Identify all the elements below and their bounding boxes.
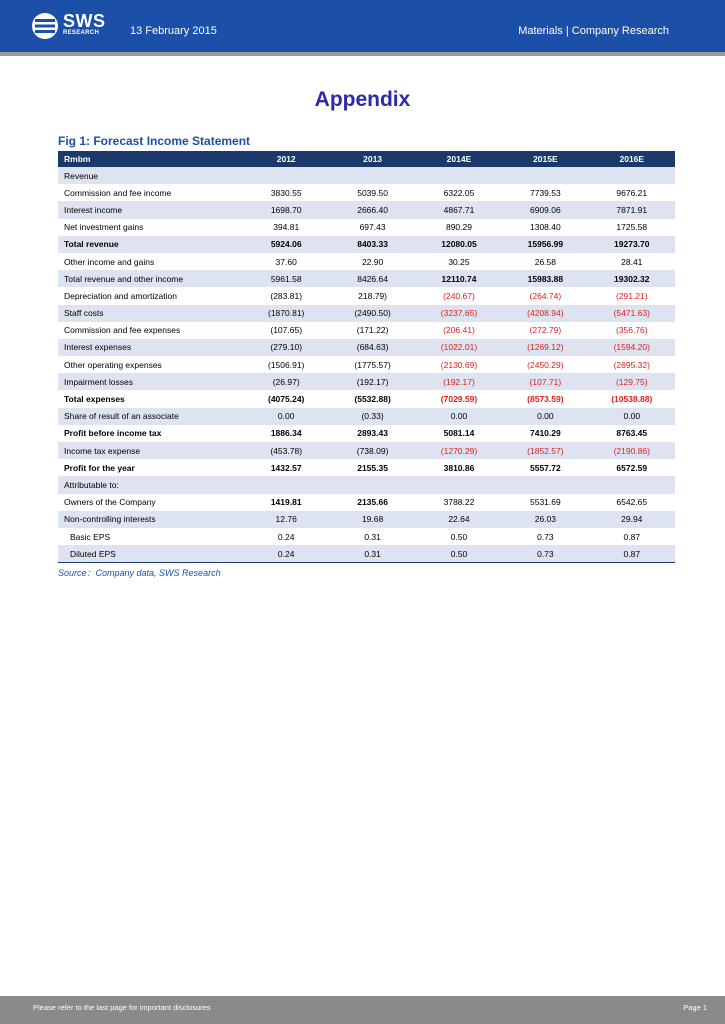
cell-value: (192.17) xyxy=(416,373,502,390)
table-row xyxy=(58,219,675,236)
cell-value: 1308.40 xyxy=(530,222,561,233)
table-row xyxy=(58,476,675,493)
table-row xyxy=(58,442,675,459)
cell-value xyxy=(329,476,415,493)
row-label: Total expenses xyxy=(64,394,125,405)
cell-value: 7410.29 xyxy=(530,428,561,439)
logo-text: SWS xyxy=(63,11,106,31)
cell-value: 0.50 xyxy=(450,531,468,542)
cell-value: 9676.21 xyxy=(616,187,648,198)
cell-value: 2155.35 xyxy=(357,462,388,473)
column-header-label: Rmbm xyxy=(58,151,243,167)
row-label: Staff costs xyxy=(58,305,243,322)
cell-value: 6909.06 xyxy=(502,201,588,218)
cell-value: 12.76 xyxy=(243,511,329,528)
row-label: Attributable to: xyxy=(58,476,243,493)
table-row xyxy=(58,322,675,339)
cell-value: 15956.99 xyxy=(502,236,588,253)
figure-title: Fig 1: Forecast Income Statement xyxy=(58,134,251,148)
cell-value: (3237.65) xyxy=(416,305,502,322)
table-row xyxy=(58,270,675,287)
cell-value: 7871.91 xyxy=(589,201,675,218)
cell-value xyxy=(416,476,502,493)
table-row xyxy=(58,494,675,511)
cell-value: (4208.94) xyxy=(502,305,588,322)
cell-value: (738.09) xyxy=(329,442,415,459)
report-date: 13 February 2015 xyxy=(130,25,217,37)
table-row xyxy=(58,167,675,184)
page-number: Page 1 xyxy=(683,1003,707,1012)
cell-value: 12110.74 xyxy=(416,270,502,287)
row-label: Share of result of an associate xyxy=(58,408,243,425)
cell-value xyxy=(243,167,329,184)
row-label: Income tax expense xyxy=(58,442,243,459)
row-label: Profit for the year xyxy=(64,462,135,473)
cell-value: 26.58 xyxy=(534,256,556,267)
table-row xyxy=(58,201,675,218)
cell-value: 1419.81 xyxy=(270,497,302,508)
cell-value: (356.76) xyxy=(615,325,648,336)
sws-logo-icon xyxy=(31,12,59,40)
cell-value: 0.00 xyxy=(416,408,502,425)
row-label: Profit before income tax xyxy=(64,428,162,439)
cell-value xyxy=(243,476,329,493)
page-title: Appendix xyxy=(314,88,411,111)
cell-value: (192.17) xyxy=(329,373,415,390)
table-row xyxy=(58,408,675,425)
table-row xyxy=(58,511,675,528)
cell-value xyxy=(329,167,415,184)
cell-value: (264.74) xyxy=(529,290,562,301)
table-row xyxy=(58,339,675,356)
cell-value: 218.79) xyxy=(358,290,387,301)
sws-logo xyxy=(31,11,111,43)
cell-value: (171.22) xyxy=(356,325,389,336)
cell-value: 1698.70 xyxy=(243,201,329,218)
row-label: Other income and gains xyxy=(64,256,155,267)
row-label: Net investment gains xyxy=(64,222,144,233)
row-label: Interest income xyxy=(58,201,243,218)
cell-value: (2130.69) xyxy=(440,359,478,370)
table-row xyxy=(58,545,675,563)
cell-value xyxy=(416,167,502,184)
cell-value: 8426.64 xyxy=(329,270,415,287)
cell-value: 0.00 xyxy=(502,408,588,425)
cell-value: 3788.22 xyxy=(443,497,475,508)
row-label: Diluted EPS xyxy=(58,545,243,563)
cell-value: 394.81 xyxy=(273,222,300,233)
cell-value: 15983.88 xyxy=(502,270,588,287)
cell-value: 1886.34 xyxy=(270,428,302,439)
cell-value: 0.00 xyxy=(589,408,675,425)
cell-value: 6322.05 xyxy=(443,187,475,198)
header-stripe xyxy=(0,52,725,56)
report-section: Materials | Company Research xyxy=(518,25,669,37)
cell-value: 5081.14 xyxy=(443,428,475,439)
column-header-year: 2013 xyxy=(329,151,415,167)
cell-value: 28.41 xyxy=(621,256,643,267)
cell-value: 697.43 xyxy=(359,222,386,233)
cell-value: 0.24 xyxy=(243,545,329,563)
cell-value: (107.71) xyxy=(502,373,588,390)
cell-value: (10538.88) xyxy=(611,394,653,405)
cell-value xyxy=(502,167,588,184)
cell-value: (2695.32) xyxy=(613,359,650,370)
cell-value: (4075.24) xyxy=(268,394,305,405)
cell-value: (240.67) xyxy=(443,290,475,301)
cell-value: 22.90 xyxy=(361,256,384,267)
cell-value: 0.73 xyxy=(537,531,554,542)
page-header xyxy=(0,0,725,52)
cell-value: (1269.12) xyxy=(502,339,588,356)
cell-value: 5557.72 xyxy=(530,462,561,473)
cell-value: (684.63) xyxy=(329,339,415,356)
cell-value: 0.31 xyxy=(364,531,381,542)
logo-subtext: RESEARCH xyxy=(63,30,100,36)
row-label: Interest expenses xyxy=(58,339,243,356)
cell-value: (5532.88) xyxy=(354,394,391,405)
cell-value: (107.65) xyxy=(270,325,303,336)
row-label: Commission and fee income xyxy=(64,187,172,198)
table-header-row xyxy=(58,151,675,167)
cell-value: (453.78) xyxy=(243,442,329,459)
cell-value: 5961.58 xyxy=(243,270,329,287)
table-row xyxy=(58,528,675,545)
row-label: Commission and fee expenses xyxy=(64,325,181,336)
cell-value: (2190.86) xyxy=(589,442,675,459)
cell-value: (129.75) xyxy=(589,373,675,390)
table-row xyxy=(58,425,675,442)
table-row xyxy=(58,287,675,304)
row-label: Basic EPS xyxy=(70,531,111,542)
cell-value: 0.00 xyxy=(243,408,329,425)
cell-value: (1870.81) xyxy=(243,305,329,322)
cell-value: (272.79) xyxy=(529,325,562,336)
table-row xyxy=(58,236,675,253)
cell-value xyxy=(589,167,675,184)
page-footer xyxy=(0,996,725,1024)
table-header xyxy=(58,151,675,167)
cell-value: 19302.32 xyxy=(589,270,675,287)
cell-value: (26.97) xyxy=(243,373,329,390)
cell-value: 4867.71 xyxy=(416,201,502,218)
row-label: Total revenue xyxy=(58,236,243,253)
cell-value: (2490.50) xyxy=(329,305,415,322)
cell-value: 1725.58 xyxy=(616,222,648,233)
row-label: Owners of the Company xyxy=(64,497,156,508)
cell-value: (1594.20) xyxy=(589,339,675,356)
cell-value: 0.87 xyxy=(623,531,641,542)
cell-value: 22.64 xyxy=(416,511,502,528)
table-row xyxy=(58,356,675,373)
cell-value: (7029.59) xyxy=(440,394,478,405)
cell-value xyxy=(589,476,675,493)
table-row xyxy=(58,459,675,476)
table-row xyxy=(58,390,675,407)
cell-value: 5924.06 xyxy=(243,236,329,253)
cell-value: 8403.33 xyxy=(329,236,415,253)
cell-value: 890.29 xyxy=(445,222,472,233)
cell-value: 2666.40 xyxy=(329,201,415,218)
cell-value: 5531.69 xyxy=(530,497,561,508)
cell-value: 3810.86 xyxy=(443,462,475,473)
cell-value: 0.73 xyxy=(502,545,588,563)
row-label: Non-controlling interests xyxy=(58,511,243,528)
cell-value: (1022.01) xyxy=(416,339,502,356)
cell-value: (1852.57) xyxy=(502,442,588,459)
cell-value: (5471.63) xyxy=(589,305,675,322)
cell-value: (1506.91) xyxy=(268,359,305,370)
cell-value: (8573.59) xyxy=(527,394,564,405)
cell-value: (291.21) xyxy=(615,290,648,301)
cell-value: 30.25 xyxy=(448,256,470,267)
cell-value: (0.33) xyxy=(329,408,415,425)
table-row xyxy=(58,305,675,322)
cell-value: (1270.29) xyxy=(416,442,502,459)
cell-value: 5039.50 xyxy=(357,187,388,198)
footer-disclaimer: Please refer to the last page for important disclosures xyxy=(33,1003,211,1012)
table-row xyxy=(58,373,675,390)
row-label: Depreciation and amortization xyxy=(64,290,177,301)
cell-value: 2135.66 xyxy=(357,497,388,508)
cell-value: 19273.70 xyxy=(589,236,675,253)
cell-value: 3830.55 xyxy=(270,187,302,198)
cell-value: (283.81) xyxy=(270,290,303,301)
cell-value: 2893.43 xyxy=(357,428,388,439)
cell-value: (279.10) xyxy=(243,339,329,356)
column-header-year: 2014E xyxy=(416,151,502,167)
row-label: Impairment losses xyxy=(58,373,243,390)
cell-value: 1432.57 xyxy=(270,462,302,473)
cell-value: 0.50 xyxy=(416,545,502,563)
column-header-year: 2016E xyxy=(589,151,675,167)
table-row xyxy=(58,253,675,270)
cell-value xyxy=(502,476,588,493)
source-note: Source：Company data, SWS Research xyxy=(58,568,221,578)
table-body xyxy=(58,167,675,563)
cell-value: 0.87 xyxy=(589,545,675,563)
cell-value: 0.31 xyxy=(329,545,415,563)
cell-value: 37.60 xyxy=(275,256,297,267)
row-label: Revenue xyxy=(58,167,243,184)
cell-value: 26.03 xyxy=(502,511,588,528)
cell-value: 0.24 xyxy=(277,531,295,542)
cell-value: 8763.45 xyxy=(616,428,648,439)
column-header-year: 2012 xyxy=(243,151,329,167)
income-statement-table xyxy=(58,151,675,563)
table-row xyxy=(58,184,675,201)
cell-value: 6572.59 xyxy=(616,462,648,473)
row-label: Other operating expenses xyxy=(64,359,162,370)
column-header-year: 2015E xyxy=(502,151,588,167)
cell-value: 7739.53 xyxy=(530,187,561,198)
cell-value: 29.94 xyxy=(589,511,675,528)
cell-value: 12080.05 xyxy=(416,236,502,253)
row-label: Total revenue and other income xyxy=(58,270,243,287)
cell-value: (1775.57) xyxy=(354,359,391,370)
cell-value: 19.68 xyxy=(329,511,415,528)
cell-value: (2450.29) xyxy=(527,359,564,370)
cell-value: (206.41) xyxy=(443,325,475,336)
cell-value: 6542.65 xyxy=(616,497,648,508)
